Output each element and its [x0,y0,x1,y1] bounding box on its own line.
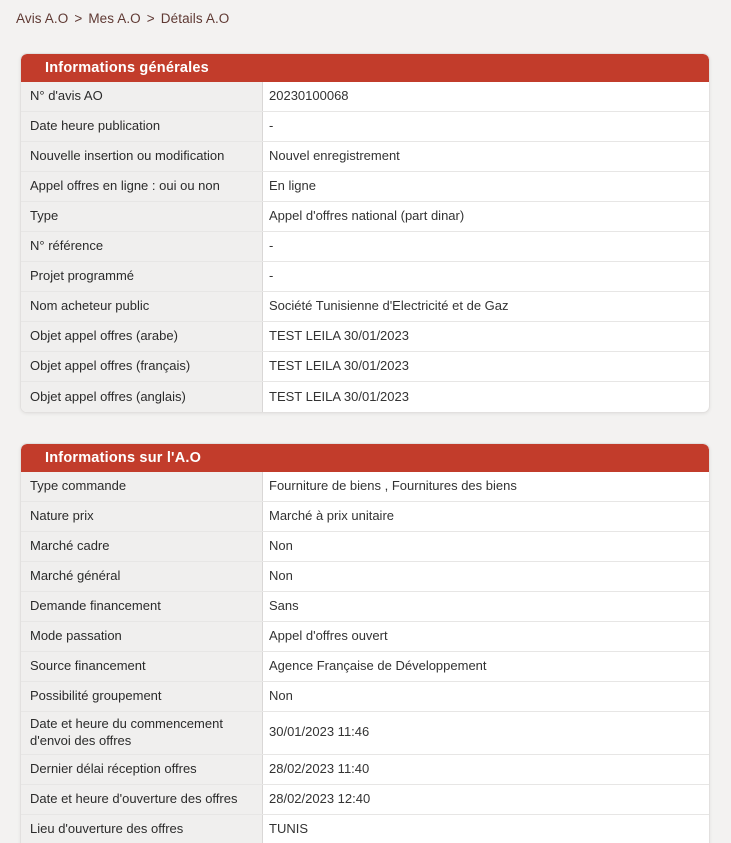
breadcrumb-separator: > [146,11,155,26]
breadcrumb [0,0,731,26]
section-title: Informations sur l'A.O [45,450,202,466]
table-row [21,682,709,712]
field-label: Date heure publication [21,112,263,141]
field-value: - [269,118,274,134]
table-row [21,82,709,112]
section-title: Informations générales [45,60,209,76]
section-rows [21,472,709,843]
table-row [21,622,709,652]
field-label: Objet appel offres (anglais) [21,382,263,412]
field-label: Lieu d'ouverture des offres [21,815,263,843]
field-value: 20230100068 [269,88,349,104]
field-label: N° d'avis AO [21,82,263,111]
table-row [21,785,709,815]
field-label: Date et heure d'ouverture des offres [21,785,263,814]
breadcrumb-separator: > [74,11,83,26]
section-card [20,53,710,413]
field-label: Mode passation [21,622,263,651]
field-value: Non [269,538,293,554]
table-row [21,472,709,502]
table-row [21,202,709,232]
table-row [21,232,709,262]
table-row [21,292,709,322]
field-label: Dernier délai réception offres [21,755,263,784]
field-label: Marché général [21,562,263,591]
field-value: 28/02/2023 12:40 [269,790,371,806]
field-label: N° référence [21,232,263,261]
field-label: Objet appel offres (arabe) [21,322,263,351]
table-row [21,322,709,352]
table-row [21,502,709,532]
table-row [21,592,709,622]
field-value: Non [269,688,293,704]
field-value: Appel d'offres ouvert [269,628,388,644]
section-header [21,54,709,82]
field-value: - [269,268,274,284]
table-row [21,755,709,785]
field-label: Nom acheteur public [21,292,263,321]
table-row [21,352,709,382]
field-value: TUNIS [269,820,308,836]
field-value: 30/01/2023 11:46 [269,724,370,740]
table-row [21,712,709,755]
table-row [21,382,709,412]
field-value: Société Tunisienne d'Electricité et de Gaz [269,298,509,314]
main [0,53,731,843]
table-row [21,532,709,562]
table-row [21,112,709,142]
table-row [21,172,709,202]
field-value: - [269,238,274,254]
field-label: Objet appel offres (français) [21,352,263,381]
field-label: Date et heure du commencement d'envoi des offres [21,712,263,754]
table-row [21,652,709,682]
field-label: Nature prix [21,502,263,531]
breadcrumb-item-2[interactable]: Détails A.O [160,11,230,26]
breadcrumb-item-1[interactable]: Mes A.O [88,11,141,26]
section-rows [21,82,709,412]
field-value: Marché à prix unitaire [269,508,394,524]
field-value: Nouvel enregistrement [269,148,400,164]
field-value: Sans [269,598,299,614]
field-value: Agence Française de Développement [269,658,487,674]
field-value: En ligne [269,178,316,194]
field-value: Appel d'offres national (part dinar) [269,208,465,224]
field-value: TEST LEILA 30/01/2023 [269,358,409,374]
field-label: Type commande [21,472,263,501]
section-card [20,443,710,843]
field-label: Type [21,202,263,231]
field-label: Projet programmé [21,262,263,291]
field-label: Marché cadre [21,532,263,561]
table-row [21,142,709,172]
field-value: Fourniture de biens , Fournitures des biens [269,478,517,494]
field-value: Non [269,568,293,584]
breadcrumb-item-0[interactable]: Avis A.O [16,11,69,26]
field-value: TEST LEILA 30/01/2023 [269,328,409,344]
field-label: Source financement [21,652,263,681]
field-label: Appel offres en ligne : oui ou non [21,172,263,201]
field-label: Demande financement [21,592,263,621]
field-value: TEST LEILA 30/01/2023 [269,388,409,404]
field-value: 28/02/2023 11:40 [269,760,370,776]
field-label: Nouvelle insertion ou modification [21,142,263,171]
table-row [21,815,709,843]
field-label: Possibilité groupement [21,682,263,711]
table-row [21,262,709,292]
table-row [21,562,709,592]
section-header [21,444,709,472]
